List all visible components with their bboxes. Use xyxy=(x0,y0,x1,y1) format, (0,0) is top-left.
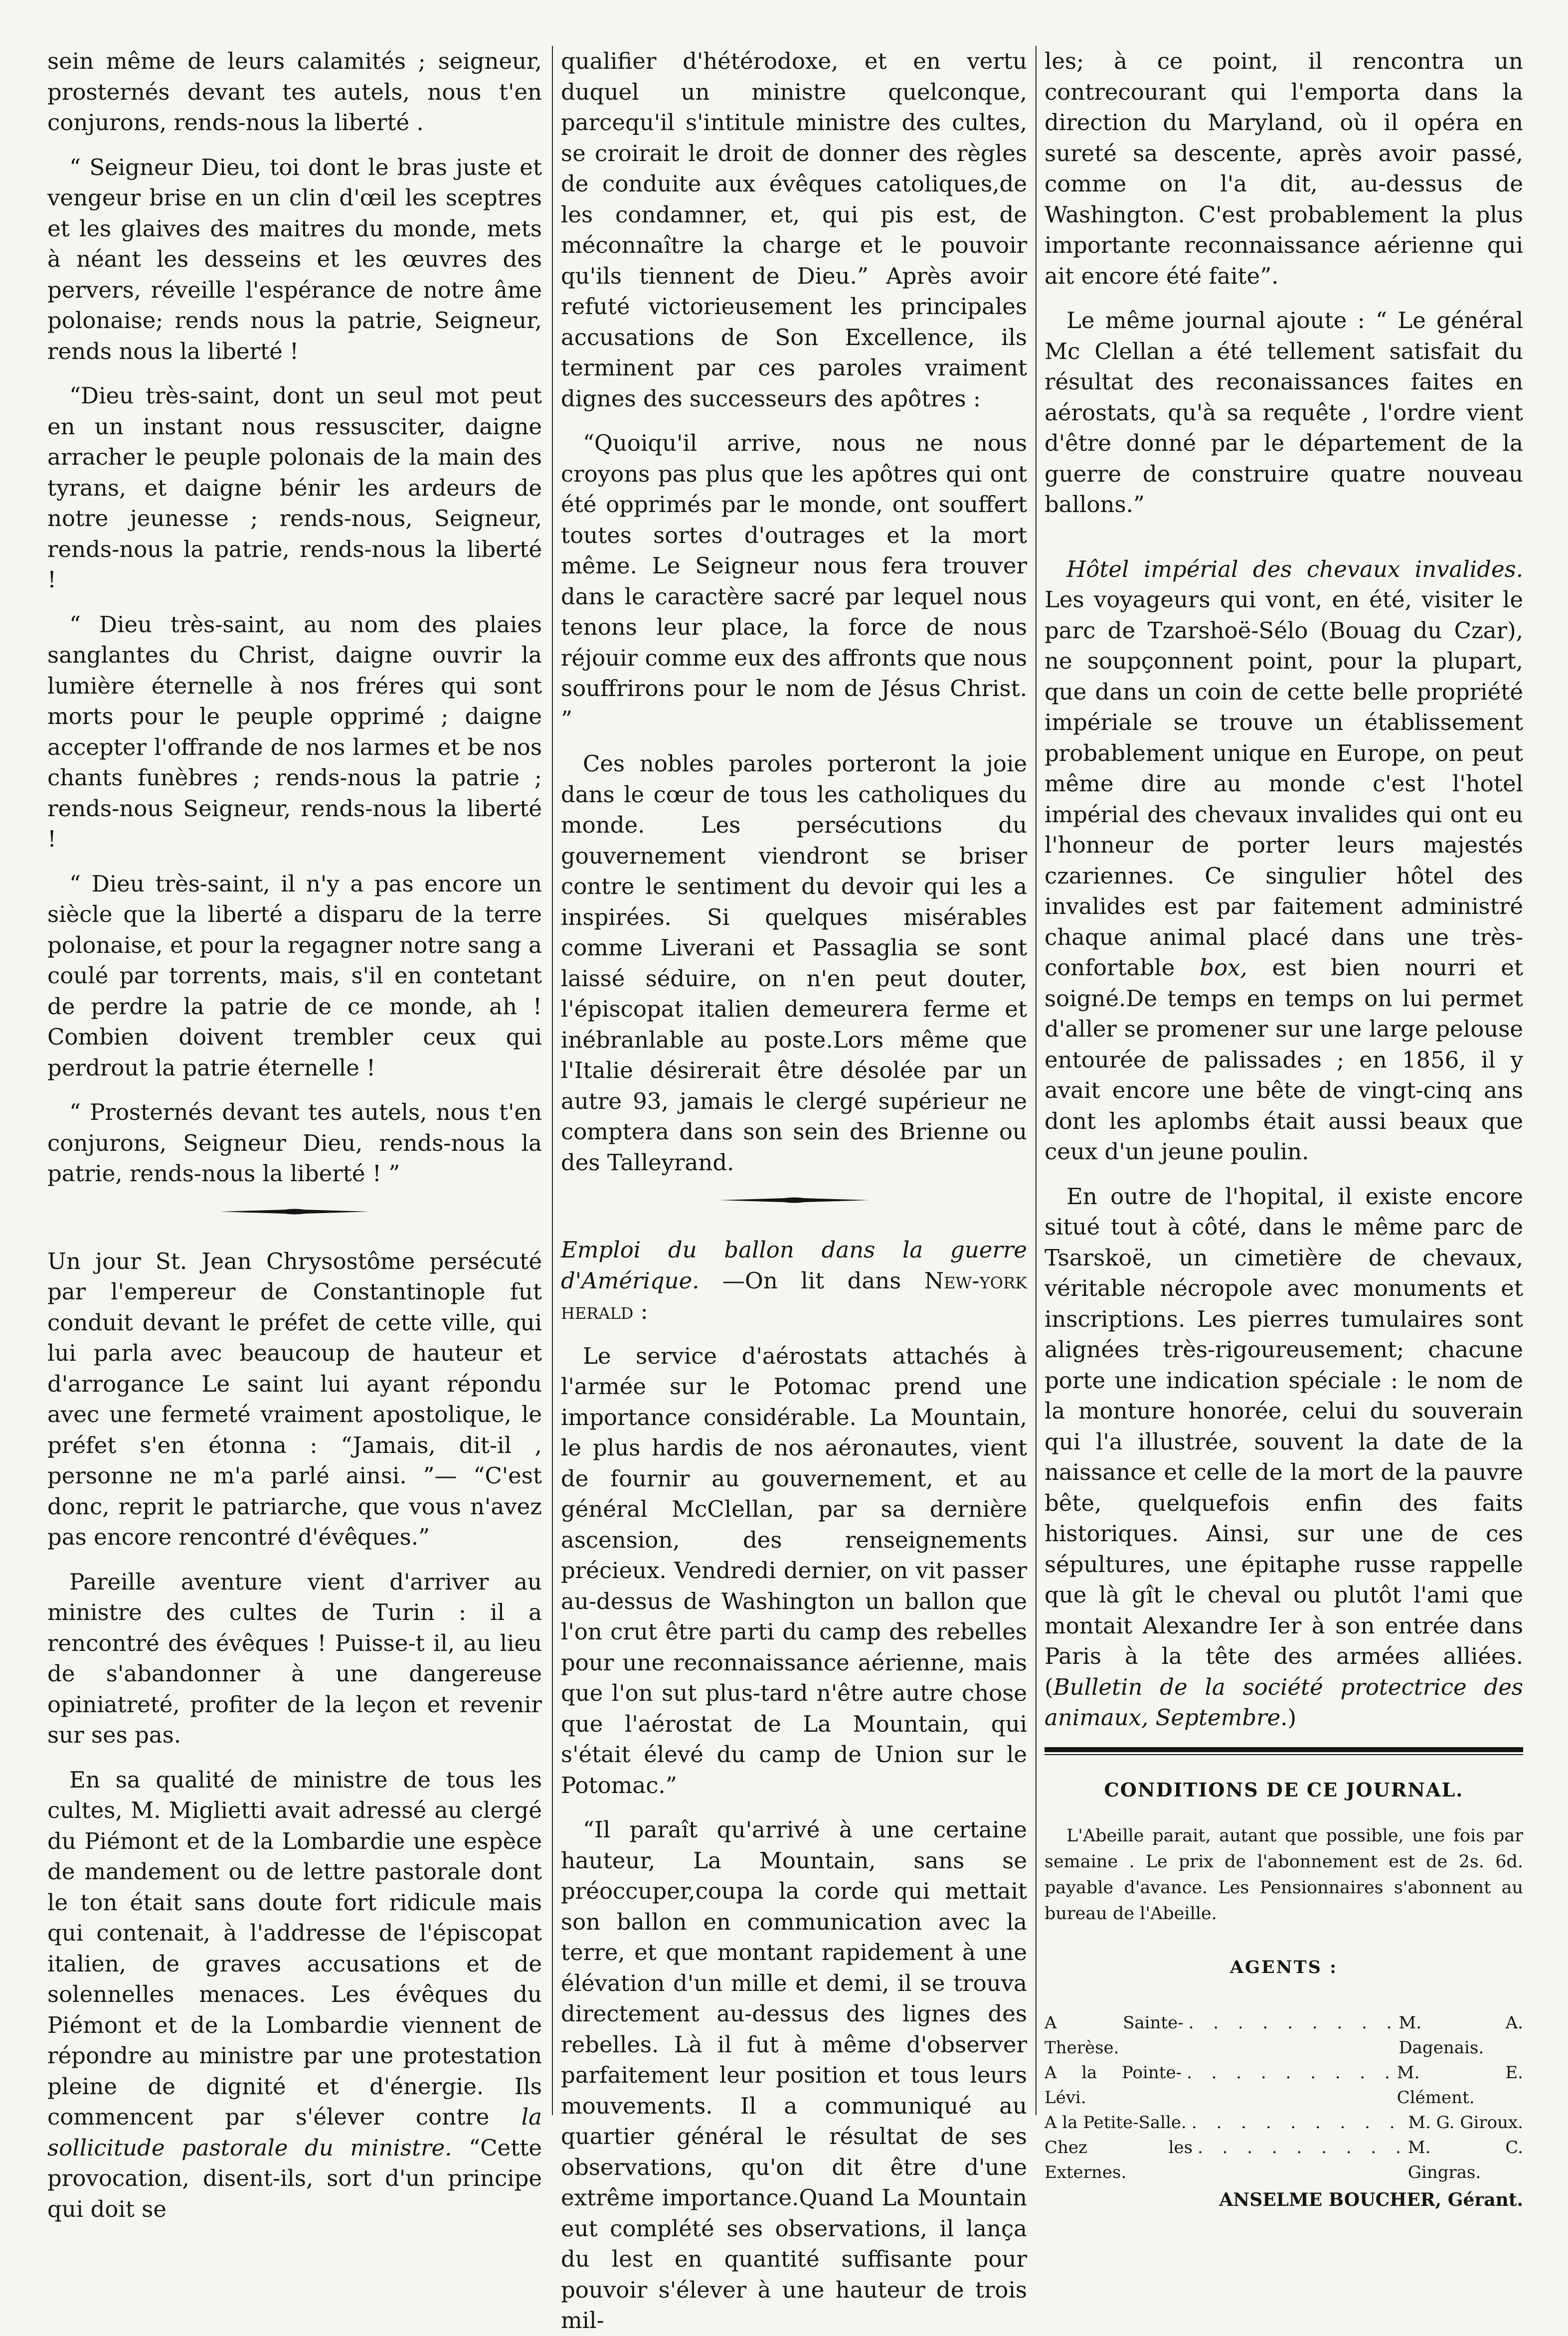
paragraph: Un jour St. Jean Chrysostôme persécuté par l'empereur de Constantinople fut conduit devant le préfet de cette ville, qui lui parla avec beaucoup de hauteur et d'arrogance Le saint lui ayant répondu avec une fermeté vraiment apostolique, le préfet s'en étonna : “Jamais, dit-il , personne ne m'a parlé ainsi. ”— “C'est donc, reprit le patriarche, que vous n'avez pas encore rencontré d'évêques.” xyxy=(47,1248,542,1550)
article-title: Emploi du ballon dans la guerre d'Amérique. xyxy=(561,1237,1027,1294)
column-3 xyxy=(1045,46,1523,2210)
agent-place: A Sainte-Therèse. xyxy=(1045,2012,1184,2058)
paragraph xyxy=(1045,1181,1523,1733)
section-divider-ornament xyxy=(220,1207,369,1216)
text-run: —On lit dans xyxy=(699,1267,924,1294)
column-rule-1 xyxy=(552,46,553,2115)
agents-heading: AGENTS : xyxy=(1229,1957,1338,1977)
agent-place: A la Pointe-Lévi. xyxy=(1045,2062,1182,2108)
newspaper-name: New-york herald xyxy=(561,1267,1027,1324)
paragraph: “Quoiqu'il arrive, nous ne nous croyons pas plus que les apôtres qui ont été opprimés par le monde, ont souffert toutes sortes d'outrages et la mort même. Le Seigneur nous fera trouver dans le caractère sacré par lequel nous tenons leur place, la force de nous réjouir comme eux des affronts que nous souffrirons pour le nom de Jésus Christ. ” xyxy=(561,430,1027,732)
column-1 xyxy=(47,46,542,2222)
column-rule-2 xyxy=(1036,46,1037,2115)
conditions-box xyxy=(1045,1777,1523,2213)
agent-row xyxy=(1045,2135,1523,2185)
paragraph: Pareille aventure vient d'arriver au ministre des cultes de Turin : il a rencontré des évêques ! Puisse-t il, au lieu de s'abandonner à une dangereuse opiniatreté, profiter de la leçon et revenir sur ses pas. xyxy=(47,1568,542,1748)
paragraph: Le service d'aérostats attachés à l'armée sur le Potomac prend une importance considérable. La Mountain, le plus hardis de nos aéronautes, vient de fournir au gouvernement, et au général McClellan, par sa dernière ascension, des renseignements précieux. Vendredi dernier, on vit passer au-dessus de Washington un ballon que l'on crut être parti du camp des rebelles pour une reconnaissance aérienne, mais que l'on sut plus-tard n'être autre chose que l'aérostat de La Mountain, qui s'était élevé du camp de Union sur le Potomac.” xyxy=(561,1342,1027,1798)
paragraph: les; à ce point, il rencontra un contrecourant qui l'emporta dans la direction du Maryland, où il opéra en sureté sa descente, après avoir passé, comme on l'a dit, au-dessus de Washington. C'est probablement la plus importante reconnaissance aérienne qui ait encore été faite”. xyxy=(1045,48,1523,289)
text-run: .) xyxy=(1280,1704,1297,1731)
italic-phrase: la sollicitude pastorale du ministre. xyxy=(47,2104,542,2161)
agent-row xyxy=(1045,2060,1523,2110)
paragraph xyxy=(47,1765,542,2225)
manager-signature: ANSELME BOUCHER, Gérant. xyxy=(1219,2189,1523,2210)
column-2 xyxy=(561,46,1027,2334)
paragraph: “ Dieu très-saint, au nom des plaies sanglantes du Christ, daigne ouvrir la lumière éternelle à nos fréres qui sont morts pour le peuple opprimé ; daigne accepter l'offrande de nos larmes et be nos chants funèbres ; rends-nous la patrie ; rends-nous Seigneur, rends-nous la liberté ! xyxy=(47,611,542,852)
paragraph: “ Seigneur Dieu, toi dont le bras juste et vengeur brise en un clin d'œil les sceptres et les glaives des maitres du monde, mets à néant les desseins et les œuvres des pervers, réveille l'espérance de notre âme polonaise; rends nous la patrie, Seigneur, rends nous la liberté ! xyxy=(47,154,542,364)
leader-dots: . . . . . . . . . xyxy=(1198,2137,1408,2157)
agent-place: Chez les Externes. xyxy=(1045,2137,1193,2182)
paragraph: sein même de leurs calamités ; seigneur, prosternés devant tes autels, nous t'en conjurons, rends-nous la liberté . xyxy=(47,48,542,136)
leader-dots: . . . . . . . . . xyxy=(1188,2012,1399,2033)
double-rule xyxy=(1045,1747,1523,1755)
article-paragraph xyxy=(1045,554,1523,1167)
leader-dots: . . . . . . . . . xyxy=(1187,2062,1397,2083)
leader-dots: . . . . . . . . . xyxy=(1191,2112,1402,2133)
text-run: Les voyageurs qui vont, en été, visiter le parc de Tzarshoë-Sélo (Bouag du Czar), ne soupçonnent point, pour la plupart, que dans un coin de cette belle propriété impériale se trouve un établissement probablement unique en Europe, on peut même dire au monde c'est l'hotel impérial des chevaux invalides qui ont eu l'honneur de porter leurs majestés czariennes. Ce singulier hôtel des invalides est par faitement administré chaque animal placé dans une très-confortable xyxy=(1045,586,1523,981)
conditions-heading: CONDITIONS DE CE JOURNAL. xyxy=(1104,1778,1464,1801)
text-run: “Cette provocation, disent-ils, sort d'un principe qui doit se xyxy=(47,2134,542,2222)
spacer xyxy=(1045,534,1523,554)
paragraph: “ Dieu très-saint, il n'y a pas encore un siècle que la liberté a disparu de la terre polonaise, et pour la regagner notre sang a coulé par torrents, mais, s'il en contetant de perdre la patrie de ce monde, ah ! Combien doivent trembler ceux qui perdrout la patrie éternelle ! xyxy=(47,870,542,1081)
text-run: est bien nourri et soigné.De temps en temps on lui permet d'aller se promener sur une large pelouse entourée de palissades ; en 1856, il y avait encore une bête de vingt-cinq ans dont les aplombs était aussi beaux que ceux d'un jeune poulin. xyxy=(1045,954,1523,1165)
agent-name: M. G. Giroux. xyxy=(1408,2112,1523,2133)
paragraph: “Dieu très-saint, dont un seul mot peut en un instant nous ressusciter, daigne arracher le peuple polonais de la main des tyrans, et daigne bénir les ardeurs de notre jeunesse ; rends-nous, Seigneur, rends-nous la patrie, rends-nous la liberté ! xyxy=(47,382,542,593)
article-title: Hôtel impérial des chevaux invalides. xyxy=(1066,555,1523,582)
conditions-text: L'Abeille parait, autant que possible, une fois par semaine . Le prix de l'abonnement est de 2s. 6d. payable d'avance. Les Pensionnaires s'abonnent au bureau de l'Abeille. xyxy=(1045,1825,1523,1924)
agent-place: A la Petite-Salle. xyxy=(1045,2112,1187,2133)
agent-row xyxy=(1045,2110,1523,2135)
italic-citation: Bulletin de la société protectrice des animaux, Septembre xyxy=(1045,1673,1523,1731)
agent-name: M. C. Gingras. xyxy=(1407,2137,1523,2182)
agent-row xyxy=(1045,2010,1523,2060)
agent-name: M. A. Dagenais. xyxy=(1398,2012,1523,2058)
paragraph: qualifier d'hétérodoxe, et en vertu duquel un ministre quelconque, parcequ'il s'intitule ministre des cultes, se croirait le droit de donner des règles de conduite aux évêques catoliques,de les condamner, et, qui pis est, de méconnaître la charge et le pouvoir qu'ils tiennent de Dieu.” Après avoir refuté victorieusement les principales accusations de Son Excellence, ils terminent par ces paroles vraiment dignes des successeurs des apôtres : xyxy=(561,48,1027,412)
text-run: En sa qualité de ministre de tous les cultes, M. Miglietti avait adressé au clergé du Piémont et de la Lombardie une espèce de mandement ou de lettre pastorale dont le ton était sans doute fort ridicule mais qui contenait, à l'addresse de l'épiscopat italien, de graves accusations et de solennelles menaces. Les évêques du Piémont et de la Lombardie viennent de répondre au ministre par une protestation pleine de dignité et d'énergie. Ils commencent par s'élever contre xyxy=(47,1766,542,2130)
paragraph: Ces nobles paroles porteront la joie dans le cœur de tous les catholiques du monde. Les persécutions du gouvernement viendront se briser contre le sentiment du devoir qui les a inspirées. Si quelques misérables comme Liverani et Passaglia se sont laissé séduire, on n'en peut douter, l'épiscopat italien demeurera ferme et inébranlable au poste.Lors même que l'Italie désirerait être désolée par un autre 93, jamais le clergé supérieur ne comptera dans son sein des Brienne ou des Talleyrand. xyxy=(561,750,1027,1176)
italic-word: box, xyxy=(1200,954,1247,981)
text-run: En outre de l'hopital, il existe encore situé tout à côté, dans le même parc de Tsarskoë, un cimetière de chevaux, véritable nécropole avec monuments et inscriptions. Les pierres tumulaires sont alignées très-rigoureusement; chacune porte une indication spéciale : le nom de la monture honorée, celui du souverain qui l'a illustrée, souvent la date de la naissance et celle de la mort de la pauvre bête, quelquefois enfin des faits historiques. Ainsi, sur une de ces sépultures, une épitaphe russe rappelle que là gît le cheval ou plutôt l'ami que montait Alexandre Ier à son entrée dans Paris à la tête des armées alliées. ( xyxy=(1045,1183,1523,1700)
section-divider-ornament xyxy=(719,1196,869,1205)
paragraph: “ Prosternés devant tes autels, nous t'en conjurons, Seigneur Dieu, rends-nous la patrie, rends-nous la liberté ! ” xyxy=(47,1099,542,1187)
article-intro xyxy=(561,1235,1027,1327)
text-run: : xyxy=(633,1298,648,1324)
agent-name: M. E. Clément. xyxy=(1396,2062,1523,2108)
paragraph: Le même journal ajoute : “ Le général Mc Clellan a été tellement satisfait du résultat des reconaissances faites en aérostats, qu'à sa requête , l'ordre vient d'être donné par le département de la guerre de construire quatre nouveau ballons.” xyxy=(1045,307,1523,518)
paragraph: “Il paraît qu'arrivé à une certaine hauteur, La Mountain, sans se préoccuper,coupa la corde qui mettait son ballon en communication avec la terre, et que montant rapidement à une élévation d'un mille et demi, il se trouva directement au-dessus des lignes des rebelles. Là il fut à même d'observer parfaitement leur position et tous leurs mouvements. Il a communiqué au quartier général le résultat de ses observations, qu'on dit être d'une extrême importance.Quand La Mountain eut complété ses observations, il lança du lest en quantité suffisante pour pouvoir s'élever à une hauteur de trois mil- xyxy=(561,1816,1027,2334)
